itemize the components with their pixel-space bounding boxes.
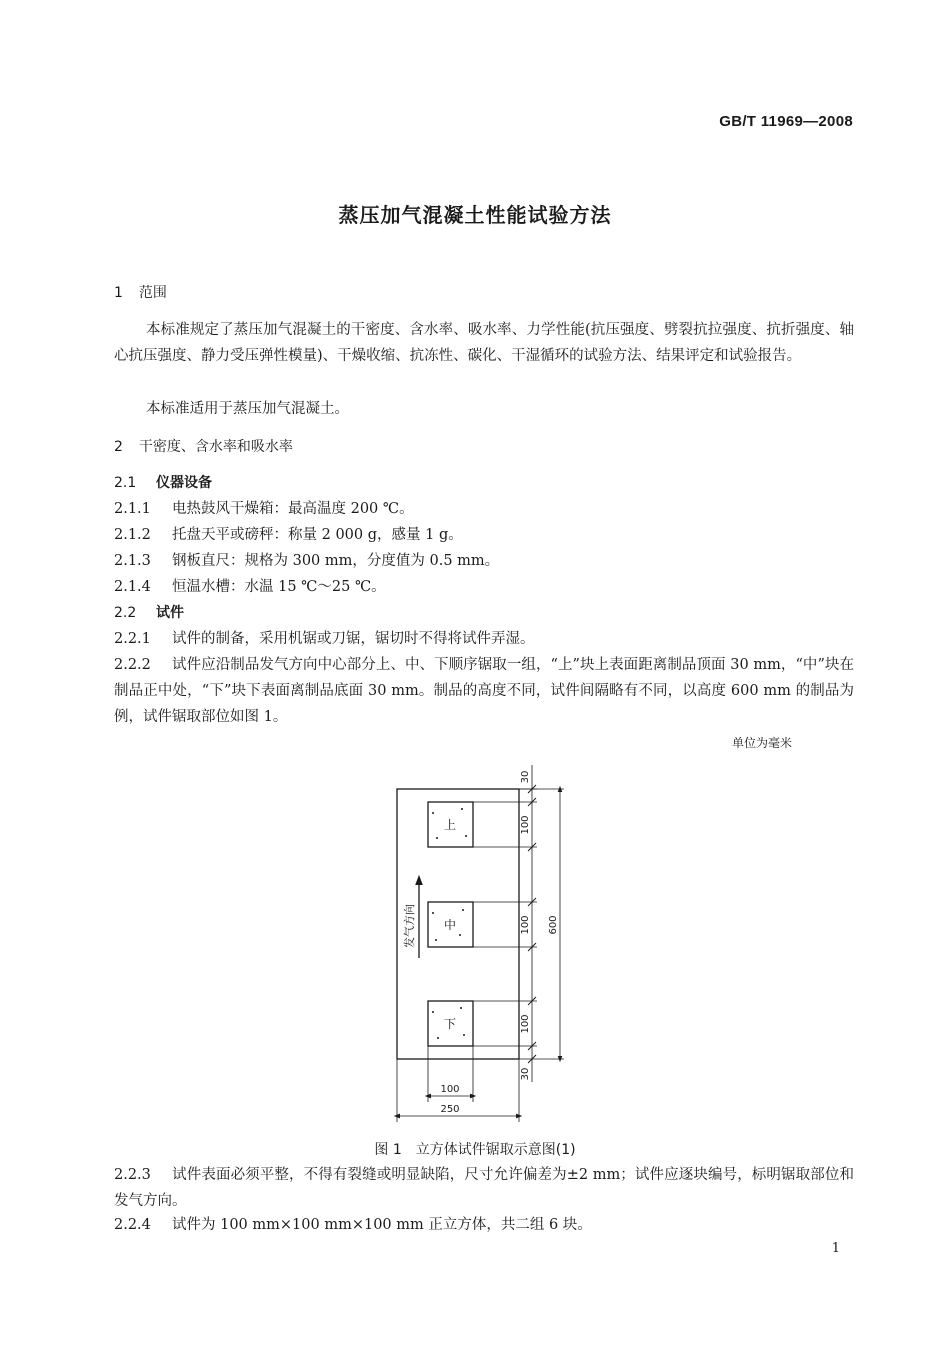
standard-number: GB/T 11969—2008 [719,113,853,130]
clause-2-2-4 [114,1218,592,1233]
clause-2-2-2-text: 试件应沿制品发气方向中心部分上、中、下顺序锯取一组，“上”块上表面距离制品顶面 30 mm，“中”块在制品正中处，“下”块下表面离制品底面 30 mm。制品的高度不同，试件间隔略有不同，以高度 600 mm 的制品为例，试件锯取部位如图 1。 [114,657,854,725]
clause-2-2-title: 试件 [156,605,184,621]
section-1-paragraph-1: 本标准规定了蒸压加气混凝土的干密度、含水率、吸水率、力学性能(抗压强度、劈裂抗拉强度、抗折强度、轴心抗压强度、静力受压弹性模量)、干燥收缩、抗冻性、碳化、干湿循环的试验方法、结果评定和试验报告。 [114,322,854,364]
clause-2-2-3-number: 2.2.3 [114,1167,151,1183]
dim-label-cube-middle: 100 [520,915,531,935]
clause-2-1-2-text: 托盘天平或磅秤：称量 2 000 g，感量 1 g。 [172,527,463,543]
clause-2-2-4-number: 2.2.4 [114,1217,151,1233]
clause-2-2-4-text: 试件为 100 mm×100 mm×100 mm 正立方体，共二组 6 块。 [172,1217,592,1233]
dim-label-cube-top: 100 [520,815,531,835]
clause-2-1-4-text: 恒温水槽：水温 15 ℃～25 ℃。 [172,579,386,595]
figure-1-caption: 图 1 立方体试件锯取示意图(1) [374,1142,576,1158]
clause-2-1-4-number: 2.1.4 [114,579,151,595]
dim-label-top: 30 [520,770,531,784]
page-number: 1 [831,1241,840,1256]
section-2-title: 干密度、含水率和吸水率 [138,439,293,455]
clause-2-2-3-text: 试件表面必须平整，不得有裂缝或明显缺陷，尺寸允许偏差为±2 mm；试件应逐块编号，标明锯取部位和发气方向。 [114,1167,854,1209]
clause-2-1-3-text: 钢板直尺：规格为 300 mm，分度值为 0.5 mm。 [172,553,500,569]
section-1-title: 范围 [138,285,167,301]
section-2-number: 2 [114,439,123,455]
dim-label-total-width: 250 [440,1104,460,1115]
cube-label-bottom: 下 [443,1017,457,1031]
dim-label-bottom: 30 [520,1067,531,1081]
clause-2-1-1-number: 2.1.1 [114,501,151,517]
clause-2-2-number: 2.2 [114,605,137,621]
direction-label: 发气方向 [403,904,416,948]
cube-label-middle: 中 [443,918,457,932]
cube-label-top: 上 [443,818,457,832]
clause-2-1-3-number: 2.1.3 [114,553,151,569]
unit-note: 单位为毫米 [731,736,792,750]
clause-2-1-title: 仪器设备 [156,475,212,491]
document-title: 蒸压加气混凝土性能试验方法 [338,203,612,227]
clause-2-2-2-number: 2.2.2 [114,657,151,673]
section-1-number: 1 [114,285,123,301]
dim-label-cube-bottom: 100 [520,1014,531,1034]
clause-2-1-1-text: 电热鼓风干燥箱：最高温度 200 ℃。 [172,501,414,517]
clause-2-2-1-text: 试件的制备，采用机锯或刀锯，锯切时不得将试件弄湿。 [172,631,535,647]
dim-label-cube-width: 100 [440,1084,460,1095]
dim-label-total-height: 600 [548,915,559,935]
clause-2-1-number: 2.1 [114,475,137,491]
clause-2-2-3 [114,1162,854,1214]
section-1-paragraph-2: 本标准适用于蒸压加气混凝土。 [146,401,349,417]
clause-2-2-1-number: 2.2.1 [114,631,151,647]
clause-2-1-2-number: 2.1.2 [114,527,151,543]
